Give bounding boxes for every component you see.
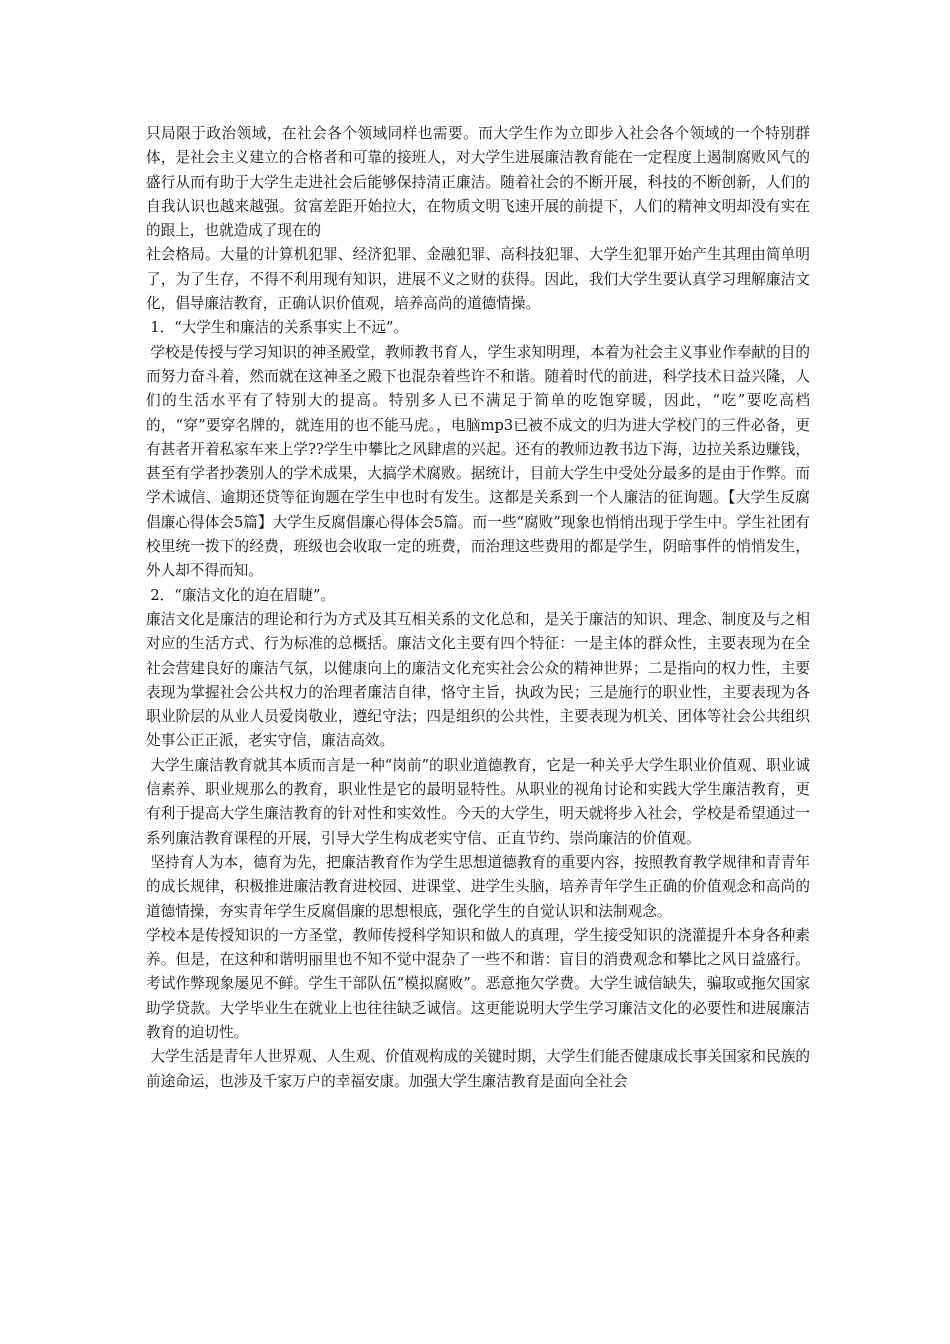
document-body (146, 122, 810, 1094)
paragraph-8: 大学生活是青年人世界观、人生观、价值观构成的关键时期，大学生们能否健康成长事关国家和民族的前途命运，也涉及千家万户的幸福安康。加强大学生廉洁教育是面向全社会 (146, 1048, 810, 1090)
paragraph-5: 大学生廉洁教育就其本质而言是一种“岗前”的职业道德教育，它是一种关乎大学生职业价值观、职业诚信素养、职业规那么的教育，职业性是它的最明显特性。从职业的视角讨论和实践大学生廉洁教育，更有利于提高大学生廉洁教育的针对性和实效性。今天的大学生，明天就将步入社会，学校是希望通过一系列廉洁教育课程的开展，引导大学生构成老实守信、正直节约、崇尚廉洁的价值观。 (146, 756, 810, 847)
paragraph-1: 只局限于政治领域，在社会各个领域同样也需要。而大学生作为立即步入社会各个领域的一个特别群体，是社会主义建立的合格者和可靠的接班人，对大学生进展廉洁教育能在一定程度上遏制腐败风气的盛行从而有助于大学生走进社会后能够保持清正廉洁。随着社会的不断开展，科技的不断创新，人们的自我认识也越来越强。贫富差距开始拉大，在物质文明飞速开展的前提下，人们的精神文明却没有实在的跟上，也就造成了现在的 (146, 125, 810, 240)
paragraph-3: 学校是传授与学习知识的神圣殿堂，教师教书育人，学生求知明理，本着为社会主义事业作奉献的目的而努力奋斗着，然而就在这神圣之殿下也混杂着些许不和谐。随着时代的前进，科学技术日益兴隆，人们的生活水平有了特别大的提高。特别多人已不满足于简单的吃饱穿暖，因此，“吃”要吃高档的，“穿”要穿名牌的，就连用的也不能马虎。，电脑mp3已被不成文的归为进大学校门的三件必备，更有甚者开着私家车来上学??学生中攀比之风肆虐的兴起。还有的教师边教书边下海，边拉关系边赚钱，甚至有学者抄袭别人的学术成果，大搞学术腐败。据统计，目前大学生中受处分最多的是由于作弊。而学术诚信、逾期还贷等征询题在学生中也时有发生。这都是关系到一个人廉洁的征询题。【大学生反腐倡廉心得体会5篇】大学生反腐倡廉心得体会5篇。而一些“腐败”现象也悄悄出现于学生中。学生社团有校里统一拨下的经费，班级也会收取一定的班费，而治理这些费用的都是学生，阴暗事件的悄悄发生，外人却不得而知。 (146, 343, 810, 580)
paragraph-7: 学校本是传授知识的一方圣堂，教师传授科学知识和做人的真理，学生接受知识的浇灌提升本身各种素养。但是，在这种和谐明丽里也不知不觉中混杂了一些不和谐：盲目的消费观念和攀比之风日益盛行。考试作弊现象屡见不鲜。学生干部队伍“模拟腐败”。恶意拖欠学费。大学生诚信缺失，骗取或拖欠国家助学贷款。大学毕业生在就业上也往往缺乏诚信。这更能说明大学生学习廉洁文化的必要性和进展廉洁教育的迫切性。 (146, 926, 810, 1041)
paragraph-2: 社会格局。大量的计算机犯罪、经济犯罪、金融犯罪、高科技犯罪、大学生犯罪开始产生其理由简单明了，为了生存，不得不利用现有知识，进展不义之财的获得。因此，我们大学生要认真学习理解廉洁文化，倡导廉洁教育，正确认识价值观，培养高尚的道德情操。 (146, 246, 810, 313)
paragraph-6: 坚持育人为本，德育为先，把廉洁教育作为学生思想道德教育的重要内容，按照教育教学规律和青青年的成长规律，积极推进廉洁教育进校园、进课堂、进学生头脑，培养青年学生正确的价值观念和高尚的道德情操，夯实青年学生反腐倡廉的思想根底，强化学生的自觉认识和法制观念。 (146, 853, 810, 920)
section-heading-1: 1．“大学生和廉洁的关系事实上不远”。 (150, 319, 409, 337)
section-heading-2: 2．“廉洁文化的迫在眉睫”。 (150, 586, 336, 604)
paragraph-4: 廉洁文化是廉洁的理论和行为方式及其互相关系的文化总和，是关于廉洁的知识、理念、制度及与之相对应的生活方式、行为标准的总概括。廉洁文化主要有四个特征：一是主体的群众性，主要表现为在全社会营建良好的廉洁气氛，以健康向上的廉洁文化充实社会公众的精神世界；二是指向的权力性，主要表现为掌握社会公共权力的治理者廉洁自律，恪守主旨，执政为民；三是施行的职业性，主要表现为各职业阶层的从业人员爱岗敬业，遵纪守法；四是组织的公共性，主要表现为机关、团体等社会公共组织处事公正正派，老实守信，廉洁高效。 (146, 610, 810, 750)
